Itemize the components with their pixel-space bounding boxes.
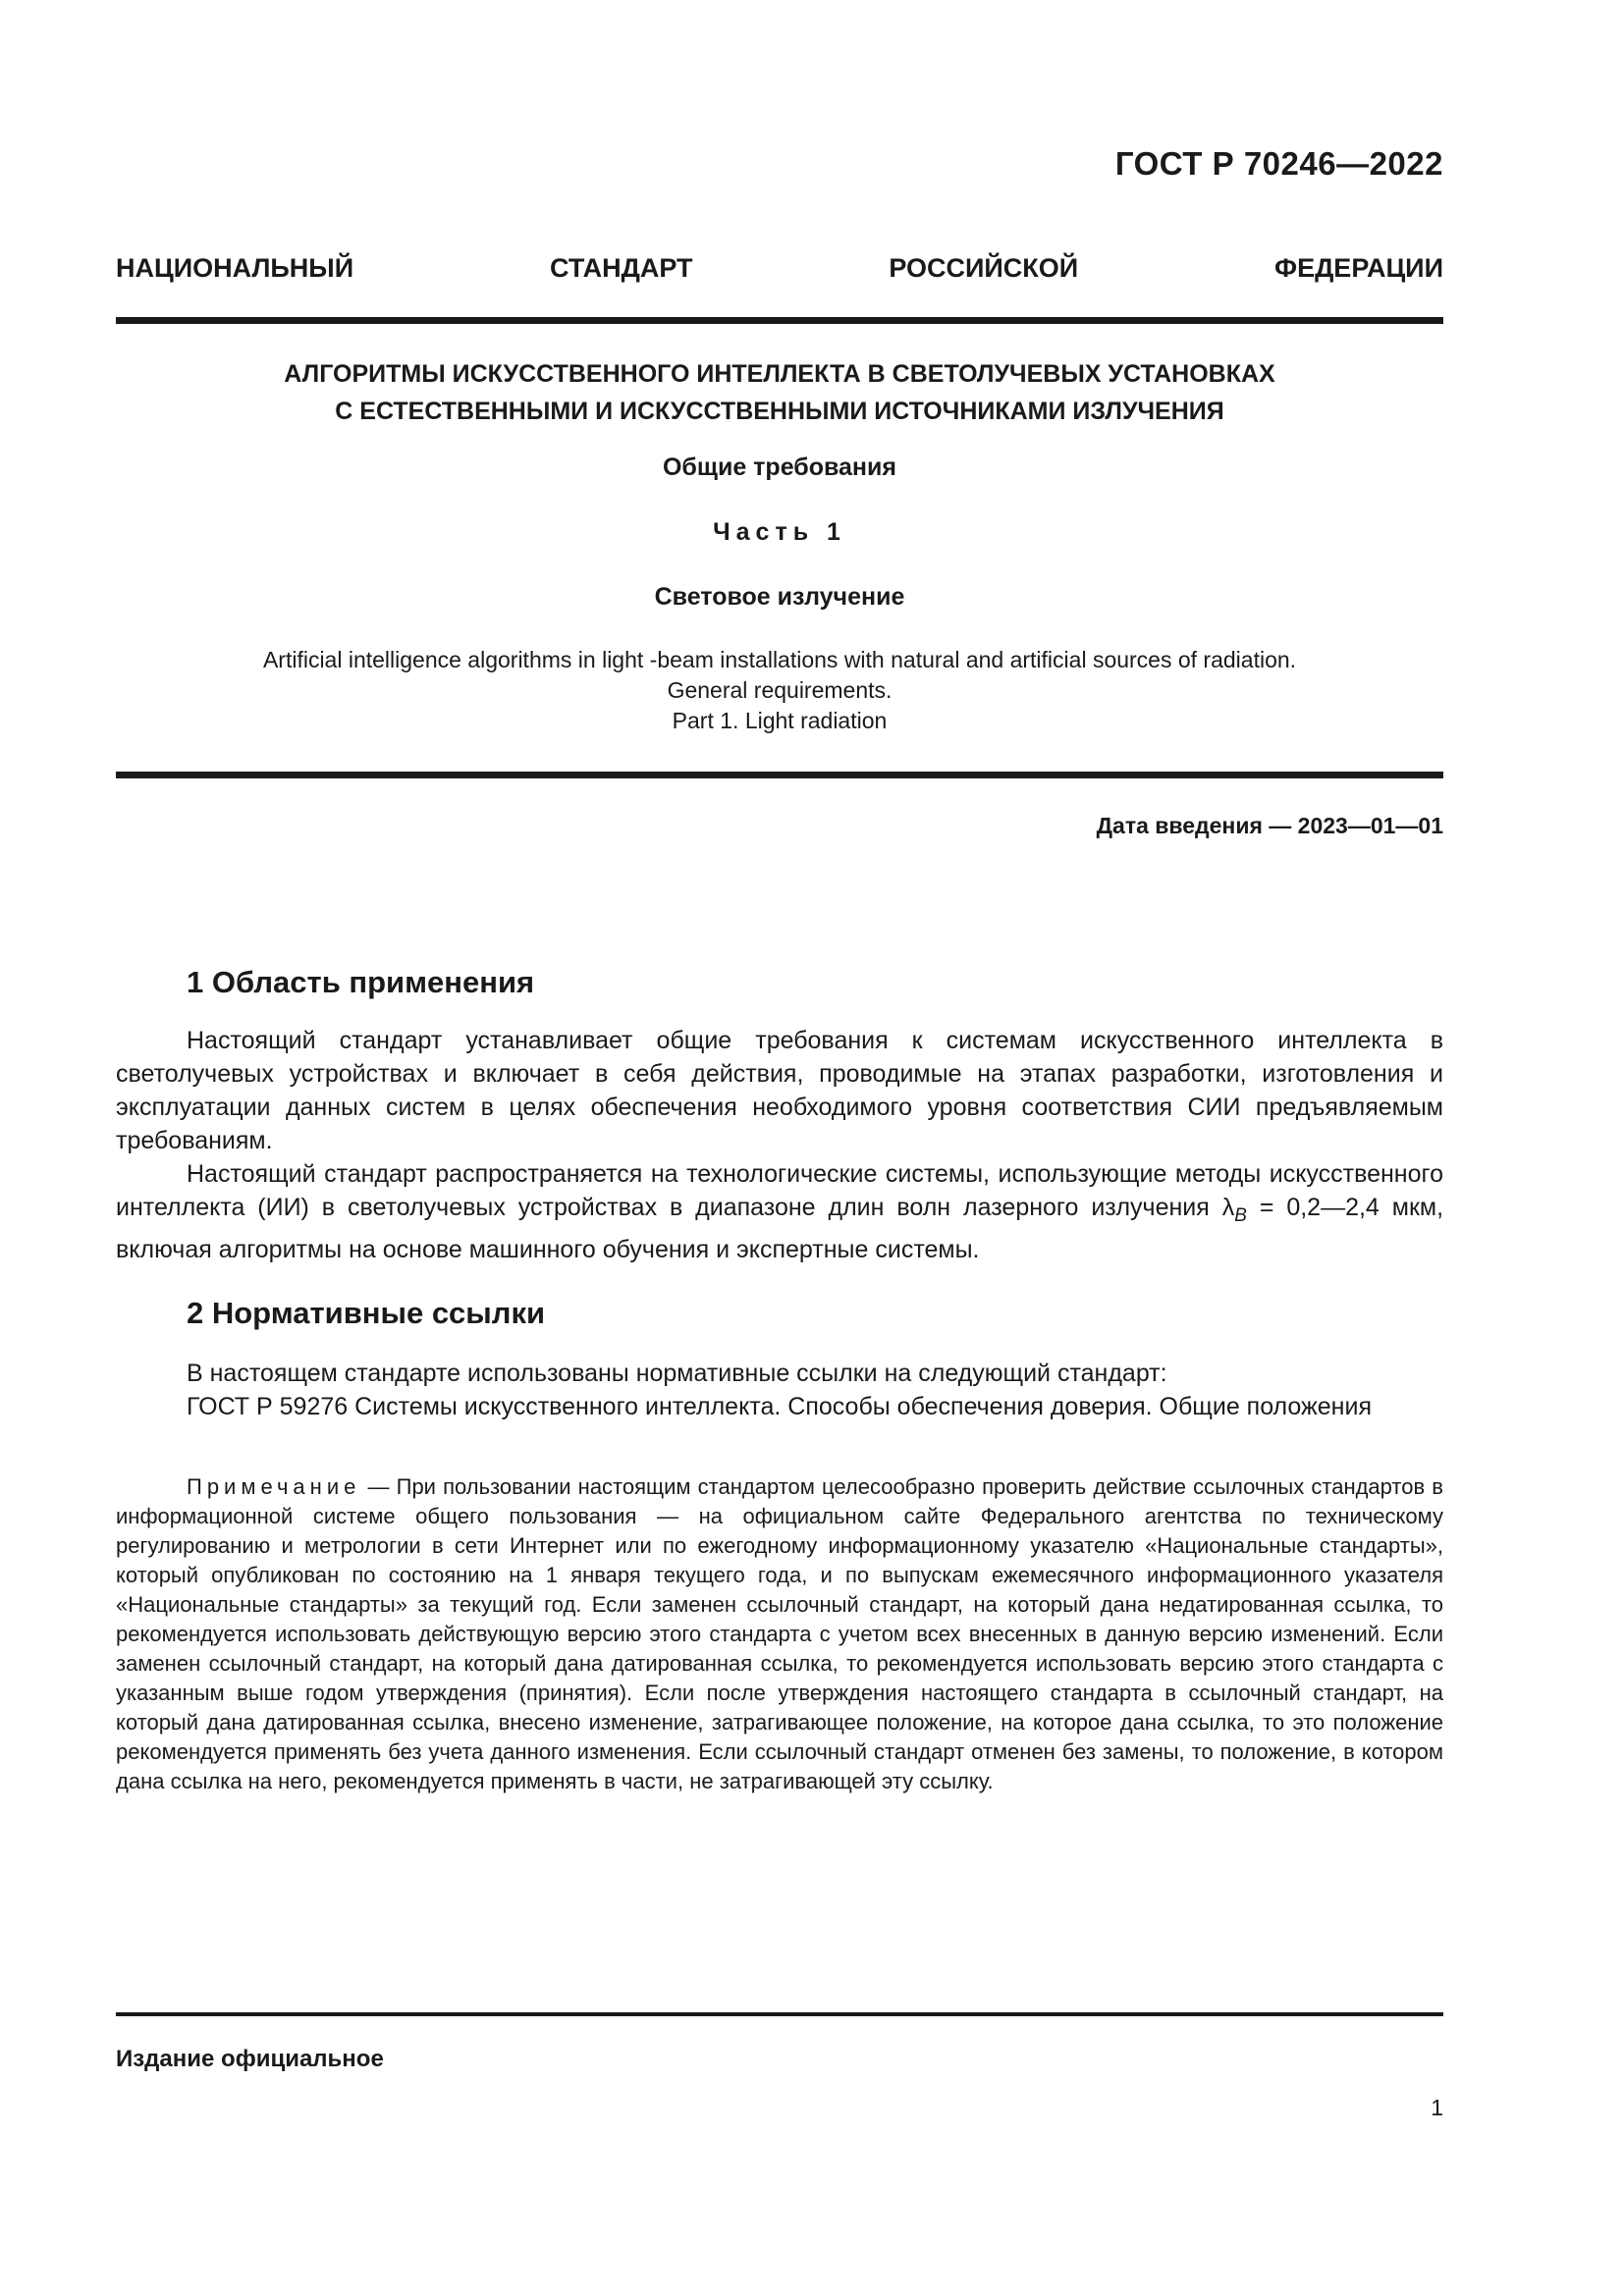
section-2-paragraph-1: В настоящем стандарте использованы нормативные ссылки на следующий стандарт: — [187, 1360, 1167, 1387]
gost-code: ГОСТ Р 70246—2022 — [1114, 145, 1443, 182]
english-title-line-3: Part 1. Light radiation — [672, 708, 888, 733]
section-2-reference: ГОСТ Р 59276 Системы искусственного интеллекта. Способы обеспечения доверия. Общие положения — [187, 1393, 1372, 1420]
paragraph-text: Настоящий стандарт распространяется на технологические системы, использующие методы искусственного интеллекта (ИИ) в светолучевых устройствах в диапазоне длин волн лазерного излучения — [116, 1160, 1443, 1221]
note — [116, 1472, 1443, 1796]
section-1-paragraph-1: Настоящий стандарт устанавливает общие требования к системам искусственного интеллекта в светолучевых устройствах и включает в себя действия, проводимые на этапах разработки, изготовления и эксплуатации данных систем в целях обеспечения необходимого уровня соответствия СИИ предъявляемым требованиям. — [116, 1027, 1443, 1154]
note-dash: — — [360, 1474, 397, 1499]
note-text: При пользовании настоящим стандартом целесообразно проверить действие ссылочных стандартов в информационной системе общего пользования — на официальном сайте Федерального агентства по техническому регулированию и метрологии в сети Интернет или по ежегодному информационному указателю «Национальные стандарты», который опубликован по состоянию на 1 января текущего года, и по выпускам ежемесячного информационного указателя «Национальные стандарты» за текущий год. Если заменен ссылочный стандарт, на который дана недатированная ссылка, то рекомендуется использовать действующую версию этого стандарта с учетом всех внесенных в данную версию изменений. Если заменен ссылочный стандарт, на который дана датированная ссылка, то рекомендуется использовать версию этого стандарта с указанным выше годом утверждения (принятия). Если после утверждения настоящего стандарта в ссылочный стандарт, на который дана датированная ссылка, внесено изменение, затрагивающее положение, на которое дана ссылка, то это положение рекомендуется применять без учета данного изменения. Если ссылочный стандарт отменен без замены, то положение, в котором дана ссылка на него, рекомендуется применять в части, не затрагивающей эту ссылку. — [116, 1474, 1443, 1793]
title-line-1: АЛГОРИТМЫ ИСКУССТВЕННОГО ИНТЕЛЛЕКТА В СВЕТОЛУЧЕВЫХ УСТАНОВКАХ — [284, 360, 1275, 388]
footer-rule — [116, 2012, 1443, 2016]
paragraph-text: = 0,2—2,4 мкм, включая алгоритмы на основе машинного обучения и экспертные системы. — [116, 1194, 1444, 1263]
lambda-subscript: B — [1234, 1205, 1247, 1226]
english-title-line-1: Artificial intelligence algorithms in light -beam installations with natural and artificial sources of radiation. — [262, 647, 1297, 672]
official-edition: Издание официальное — [116, 2046, 384, 2072]
national-standard-heading: НАЦИОНАЛЬНЫЙ СТАНДАРТ РОССИЙСКОЙ ФЕДЕРАЦИИ — [116, 253, 1443, 283]
part-label: Часть 1 — [713, 518, 846, 546]
title-line-2: С ЕСТЕСТВЕННЫМИ И ИСКУССТВЕННЫМИ ИСТОЧНИКАМИ ИЗЛУЧЕНИЯ — [335, 398, 1224, 425]
title-bottom-rule — [116, 772, 1443, 778]
section-1-paragraph-2 — [116, 1157, 1443, 1266]
lambda-symbol: λ — [1221, 1194, 1235, 1221]
english-title-line-2: General requirements. — [667, 677, 893, 703]
part-title: Световое излучение — [654, 583, 905, 611]
section-1-heading: 1 Область применения — [187, 965, 535, 999]
section-2-heading: 2 Нормативные ссылки — [187, 1296, 546, 1330]
top-rule — [116, 317, 1443, 324]
note-label: Примечание — [187, 1474, 361, 1499]
introduction-date: Дата введения — 2023—01—01 — [1096, 813, 1443, 838]
subtitle: Общие требования — [662, 454, 896, 481]
page-number: 1 — [1431, 2095, 1443, 2120]
